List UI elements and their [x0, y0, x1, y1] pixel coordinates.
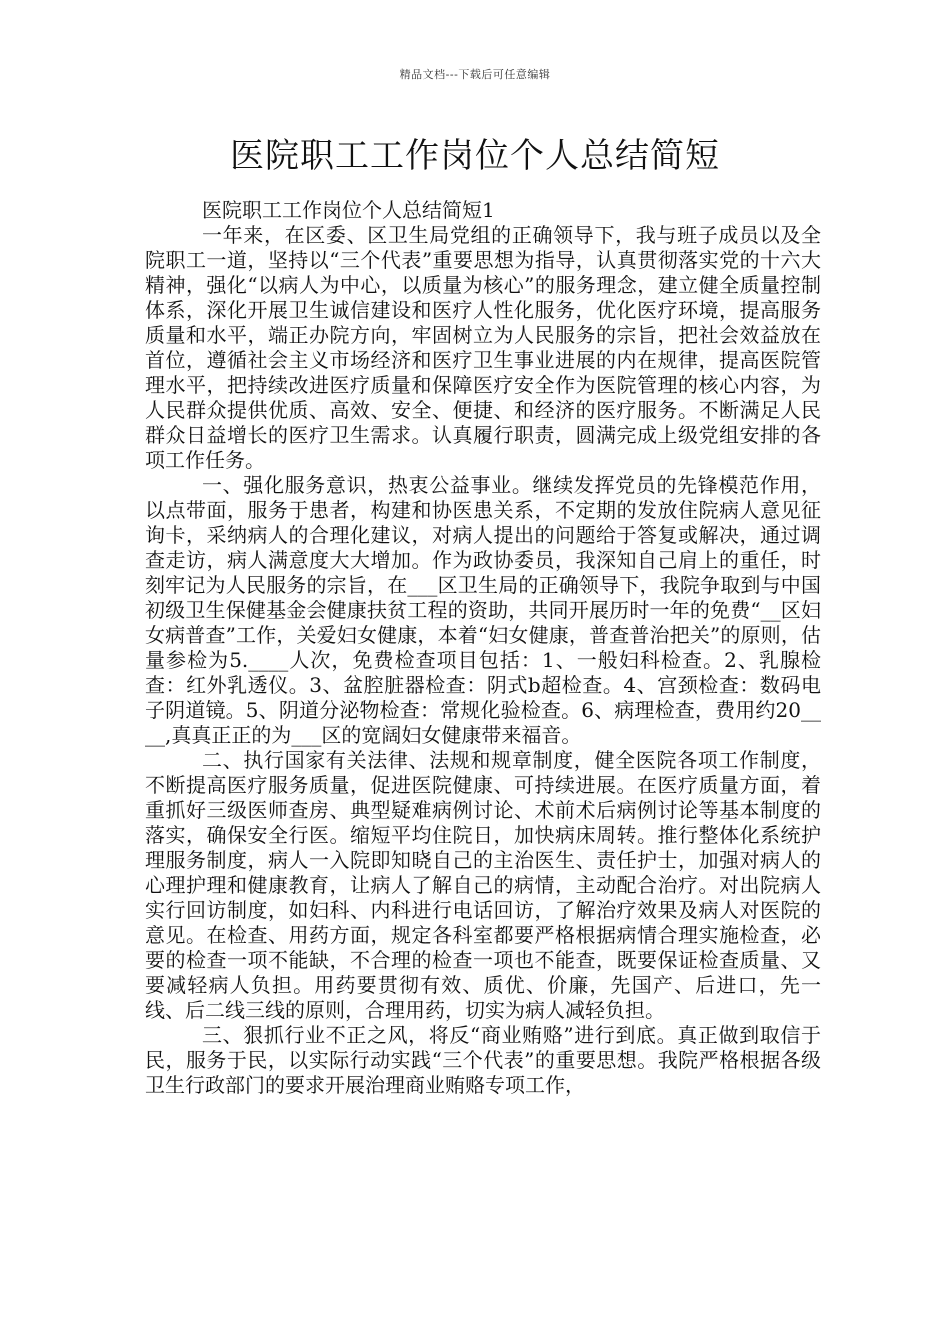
document-body	[145, 198, 821, 1098]
paragraph-section-3: 三、狠抓行业不正之风，将反“商业贿赂”进行到底。真正做到取信于民，服务于民，以实际行动实践“三个代表”的重要思想。我院严格根据各级卫生行政部门的要求开展治理商业贿赂专项工作，	[145, 1023, 821, 1097]
paragraph-section-1: 一、强化服务意识，热衷公益事业。继续发挥党员的先锋模范作用，以点带面，服务于患者，构建和协医患关系，不定期的发放住院病人意见征询卡，采纳病人的合理化建议，对病人提出的问题给于答复或解决，通过调查走访，病人满意度大大增加。作为政协委员，我深知自己肩上的重任，时刻牢记为人民服务的宗旨，在___区卫生局的正确领导下，我院争取到与中国初级卫生保健基金会健康扶贫工程的资助，共同开展历时一年的免费“__区妇女病普查”工作，关爱妇女健康，本着“妇女健康，普查普治把关”的原则，估量参检为5.____人次，免费检查项目包括：1、一般妇科检查。2、乳腺检查：红外乳透仪。3、盆腔脏器检查：阴式b超检查。4、宫颈检查：数码电子阴道镜。5、阴道分泌物检查：常规化验检查。6、病理检查，费用约20____,真真正正的为___区的宽阔妇女健康带来福音。	[145, 473, 821, 747]
document-subtitle: 医院职工工作岗位个人总结简短1	[202, 198, 495, 222]
paragraph-intro: 一年来，在区委、区卫生局党组的正确领导下，我与班子成员以及全院职工一道，坚持以“三个代表”重要思想为指导，认真贯彻落实党的十六大精神，强化“以病人为中心，以质量为核心”的服务理念，建立健全质量控制体系，深化开展卫生诚信建设和医疗人性化服务，优化医疗环境，提高服务质量和水平，端正办院方向，牢固树立为人民服务的宗旨，把社会效益放在首位，遵循社会主义市场经济和医疗卫生事业进展的内在规律，提高医院管理水平，把持续改进医疗质量和保障医疗安全作为医院管理的核心内容，为人民群众提供优质、高效、安全、便捷、和经济的医疗服务。不断满足人民群众日益增长的医疗卫生需求。认真履行职责，圆满完成上级党组安排的各项工作任务。	[145, 223, 821, 472]
paragraph-section-2: 二、执行国家有关法律、法规和规章制度，健全医院各项工作制度，不断提高医疗服务质量，促进医院健康、可持续进展。在医疗质量方面，着重抓好三级医师查房、典型疑难病例讨论、术前术后病例讨论等基本制度的落实，确保安全行医。缩短平均住院日，加快病床周转。推行整体化系统护理服务制度，病人一入院即知晓自己的主治医生、责任护士，加强对病人的心理护理和健康教育，让病人了解自己的病情，主动配合治疗。对出院病人实行回访制度，如妇科、内科进行电话回访，了解治疗效果及病人对医院的意见。在检查、用药方面，规定各科室都要严格根据病情合理实施检查，必要的检查一项不能缺，不合理的检查一项也不能查，既要保证检查质量、又要减轻病人负担。用药要贯彻有效、质优、价廉，先国产、后进口，先一线、后二线三线的原则，合理用药，切实为病人减轻负担。	[145, 748, 821, 1022]
header-note: 精品文档---下载后可任意编辑	[399, 68, 551, 81]
document-title: 医院职工工作岗位个人总结简短	[230, 136, 720, 176]
